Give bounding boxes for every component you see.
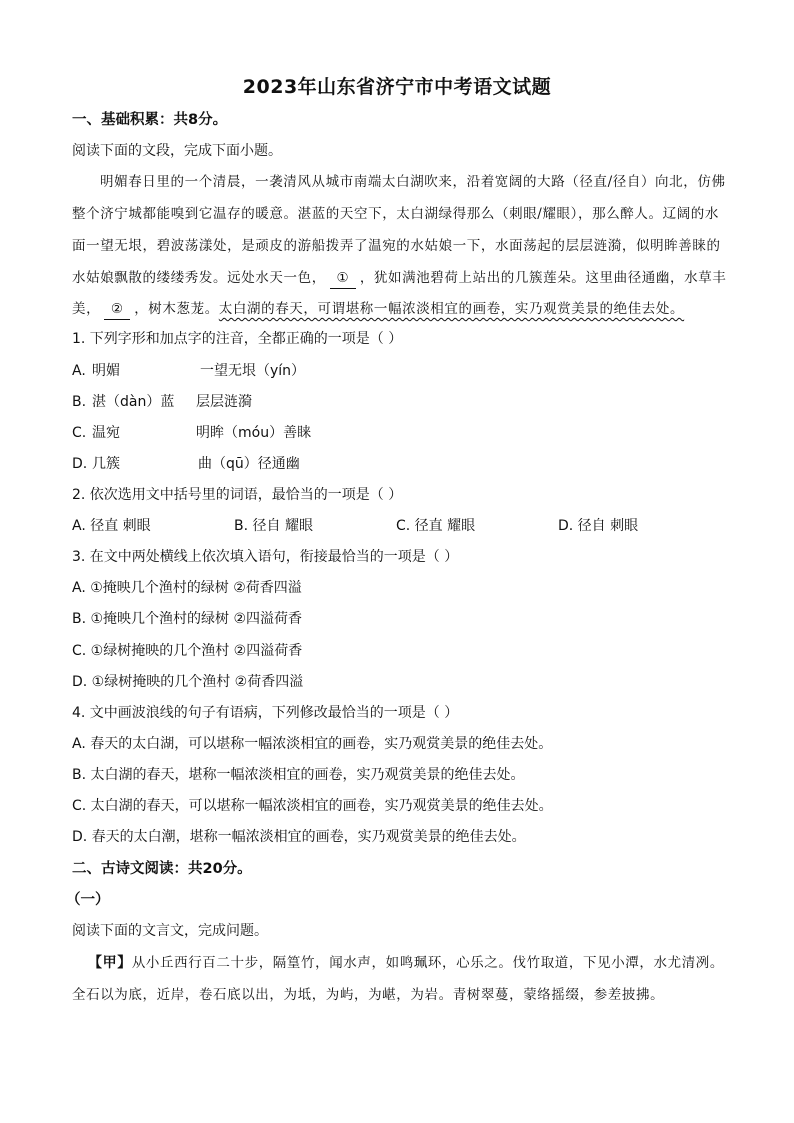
q3-option-d: D. ①绿树掩映的几个渔村 ②荷香四溢 — [72, 674, 304, 690]
q4-option-d: D. 春天的太白潮，堪称一幅浓淡相宜的画卷，实乃观赏美景的绝佳去处。 — [72, 829, 526, 845]
jia-text-1: 从小丘西行百二十步，隔篁竹，闻水声，如鸣珮环，心乐之。伐竹取道，下见小潭，水尤清冽。 — [131, 955, 725, 971]
passage-line-5b: ，树木葱茏。 — [134, 301, 219, 317]
q4-option-a: A. 春天的太白湖，可以堪称一幅浓淡相宜的画卷，实乃观赏美景的绝佳去处。 — [72, 736, 553, 752]
section2-subheading: （一） — [66, 892, 110, 908]
passage-line-4b: ，犹如满池碧荷上站出的几簇莲朵。这里曲径通幽，水草丰 — [359, 270, 727, 286]
q1-option-word: 明媚 — [92, 363, 120, 379]
q4-stem: 4. 文中画波浪线的句子有语病，下列修改最恰当的一项是（ ） — [72, 705, 459, 721]
q3-option-c: C. ①绿树掩映的几个渔村 ②四溢荷香 — [72, 643, 303, 659]
passage-line-5 — [72, 299, 684, 320]
classical-text-line-2: 全石以为底，近岸，卷石底以出，为坻，为屿，为嵁，为岩。青树翠蔓，蒙络摇缀，参差披拂。 — [72, 987, 665, 1003]
blank-1: ① — [330, 268, 356, 289]
section2-heading: 二、古诗文阅读：共20分。 — [72, 861, 252, 877]
q3-option-b: B. ①掩映几个渔村的绿树 ②四溢荷香 — [72, 611, 303, 627]
q2-stem: 2. 依次选用文中括号里的词语，最恰当的一项是（ ） — [72, 487, 403, 503]
q1-option-word: 温宛 — [92, 425, 120, 441]
q1-option-label: C. — [72, 425, 87, 441]
q1-option-word: 层层涟漪 — [196, 394, 252, 410]
q1-option-word: 几簇 — [92, 456, 120, 472]
q1-option-label: B. — [72, 394, 87, 410]
q2-option-b: B. 径自 耀眼 — [234, 518, 313, 534]
q1-option-word: 明眸（móu）善睐 — [196, 425, 312, 441]
passage-line-4a: 水姑娘飘散的缕缕秀发。远处水天一色， — [72, 270, 326, 286]
q1-option-label: D. — [72, 456, 88, 472]
q4-option-b: B. 太白湖的春天，堪称一幅浓淡相宜的画卷，实乃观赏美景的绝佳去处。 — [72, 767, 525, 783]
q3-option-a: A. ①掩映几个渔村的绿树 ②荷香四溢 — [72, 580, 302, 596]
q1-option-word: 曲（qū）径通幽 — [198, 456, 300, 472]
blank-2: ② — [104, 299, 130, 320]
q3-stem: 3. 在文中两处横线上依次填入语句，衔接最恰当的一项是（ ） — [72, 549, 459, 565]
q1-option-word: 湛（dàn）蓝 — [92, 394, 175, 410]
q4-option-c: C. 太白湖的春天，可以堪称一幅浓淡相宜的画卷，实乃观赏美景的绝佳去处。 — [72, 798, 553, 814]
classical-text-line-1 — [88, 953, 724, 973]
q2-option-c: C. 径直 耀眼 — [396, 518, 476, 534]
q1-option-word: 一望无垠（yín） — [200, 363, 306, 379]
page-title: 2023年山东省济宁市中考语文试题 — [242, 76, 552, 98]
jia-label: 【甲】 — [88, 955, 132, 971]
section2-instruction: 阅读下面的文言文，完成问题。 — [72, 923, 268, 939]
passage-line-5a: 美， — [72, 301, 101, 317]
q2-option-d: D. 径自 刺眼 — [558, 518, 639, 534]
passage-line-1: 明媚春日里的一个清晨，一袭清风从城市南端太白湖吹来，沿着宽阔的大路（径直/径自）向北，仿佛 — [100, 174, 726, 190]
passage-line-2: 整个济宁城都能嗅到它温存的暖意。湛蓝的天空下，太白湖绿得那么（刺眼/耀眼），那么醉人。辽阔的水 — [72, 206, 719, 222]
wavy-underlined-sentence: 太白湖的春天，可谓堪称一幅浓淡相宜的画卷，实乃观赏美景的绝佳去处。 — [218, 301, 685, 317]
q1-stem: 1. 下列字形和加点字的注音，全都正确的一项是（ ） — [72, 331, 403, 347]
q2-option-a: A. 径直 刺眼 — [72, 518, 151, 534]
section1-instruction: 阅读下面的文段，完成下面小题。 — [72, 143, 282, 159]
passage-line-4 — [72, 268, 726, 289]
section1-heading: 一、基础积累：共8分。 — [72, 112, 228, 128]
q1-option-label: A. — [72, 363, 86, 379]
passage-line-3: 面一望无垠，碧波荡漾处，是顽皮的游船拨弄了温宛的水姑娘一下，水面荡起的层层涟漪，似明眸善睐的 — [72, 238, 721, 254]
